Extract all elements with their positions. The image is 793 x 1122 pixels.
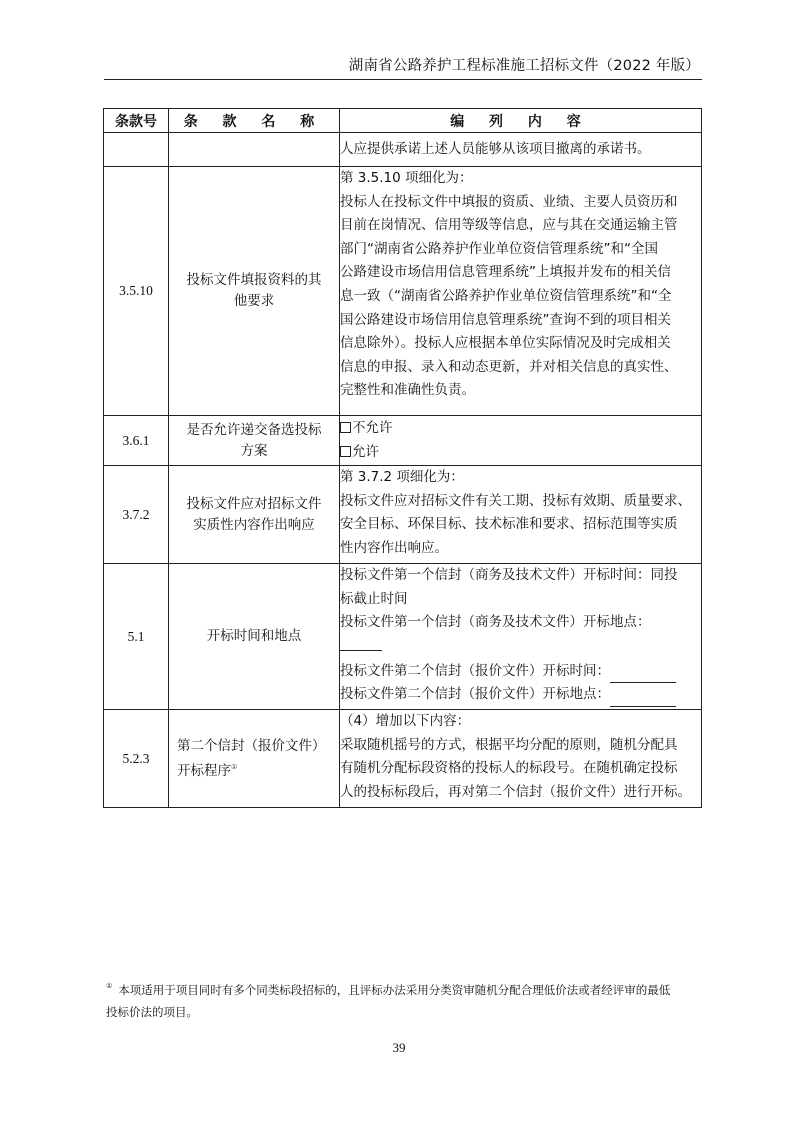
content-line: 部门“湖南省公路养护作业单位资信管理系统”和“全国: [340, 240, 658, 257]
clause-content: [340, 466, 702, 564]
clause-content: [340, 133, 702, 167]
clause-name-line: 开标时间和地点: [206, 628, 302, 645]
footnote-reference[interactable]: ①: [231, 762, 238, 771]
column-header-name: 条 款 名 称: [169, 109, 340, 133]
content-line: 投标文件应对招标文件有关工期、投标有效期、质量要求、: [340, 492, 691, 509]
footnote-line: ① 本项适用于项目同时有多个同类标段招标的，且评标办法采用分类资审随机分配合理低价法或者经评审的最低: [106, 982, 671, 997]
table-row: [104, 416, 702, 466]
content-line: 第 3.5.10 项细化为：: [340, 170, 473, 186]
clause-name: [169, 416, 340, 466]
content-line: 性内容作出响应。: [340, 539, 448, 556]
content-line: 人的投标标段后，再对第二个信封（报价文件）进行开标。: [340, 783, 691, 800]
content-line: 公路建设市场信用信息管理系统”上填报并发布的相关信: [340, 264, 671, 281]
clause-name-line: 开标程序①: [177, 762, 238, 779]
blank-underline[interactable]: [340, 635, 382, 651]
table-row: [104, 466, 702, 564]
clause-table: [103, 108, 702, 808]
column-header-number: 条款号: [104, 109, 169, 133]
checkbox-icon[interactable]: [340, 422, 351, 433]
clause-name: [169, 466, 340, 564]
clause-name-line: 方案: [240, 442, 268, 459]
table-header-row: [104, 109, 702, 133]
table-row: [104, 564, 702, 710]
content-line: 目前在岗情况、信用等级等信息，应与其在交通运输主管: [340, 217, 678, 234]
content-line: 投标文件第一个信封（商务及技术文件）开标时间：同投: [340, 567, 678, 584]
clause-number: 5.1: [104, 564, 169, 710]
clause-name: [169, 710, 340, 808]
clause-name: [169, 133, 340, 167]
content-line: 人应提供承诺上述人员能够从该项目撤离的承诺书。: [340, 140, 651, 157]
option-not-allowed[interactable]: 不允许: [340, 417, 701, 441]
content-line: 完整性和准确性负责。: [340, 382, 475, 399]
clause-number: 3.5.10: [104, 167, 169, 416]
blank-underline[interactable]: [610, 667, 676, 683]
clause-number: 3.6.1: [104, 416, 169, 466]
option-allowed[interactable]: 允许: [340, 441, 701, 465]
blank-field[interactable]: [340, 635, 701, 660]
blank-underline[interactable]: [610, 691, 676, 707]
clause-name-line: 实质性内容作出响应: [193, 516, 315, 533]
clause-content: [340, 167, 702, 416]
clause-name-line: 投标文件应对招标文件: [186, 495, 322, 512]
content-line: 第 3.7.2 项细化为：: [340, 469, 464, 486]
content-line: （4）增加以下内容：: [340, 713, 471, 730]
content-line: 息一致（“湖南省公路养护作业单位资信管理系统”和“全: [340, 287, 672, 304]
clause-name-line: 投标文件填报资料的其: [186, 272, 322, 288]
clause-content: [340, 564, 702, 710]
page-number: 39: [392, 1040, 406, 1055]
clause-number: [104, 133, 169, 167]
footnote: [106, 975, 700, 1023]
content-line: 投标文件第二个信封（报价文件）开标地点：: [340, 683, 701, 707]
content-line: 国公路建设市场信用信息管理系统”查询不到的项目相关: [340, 311, 671, 328]
footnote-mark: ①: [106, 982, 113, 990]
content-line: 信息的申报、录入和动态更新，并对相关信息的真实性、: [340, 358, 678, 375]
clause-name: [169, 167, 340, 416]
content-line: 有随机分配标段资格的投标人的标段号。在随机确定投标: [340, 760, 678, 777]
column-header-content: 编 列 内 容: [340, 109, 702, 133]
clause-name-line: 是否允许递交备选投标: [186, 421, 322, 438]
clause-number: 5.2.3: [104, 710, 169, 808]
footnote-line: 投标价法的项目。: [106, 1005, 198, 1019]
table-row: [104, 167, 702, 416]
table-row: [104, 133, 702, 167]
clause-name: [169, 564, 340, 710]
content-line: 标截止时间: [340, 590, 408, 607]
content-line: 投标文件第二个信封（报价文件）开标时间：: [340, 660, 701, 684]
clause-name-line: 他要求: [233, 293, 275, 309]
clause-content: [340, 710, 702, 808]
clause-number: 3.7.2: [104, 466, 169, 564]
content-line: 投标人在投标文件中填报的资质、业绩、主要人员资历和: [340, 193, 678, 210]
header-divider: [104, 79, 702, 80]
content-line: 信息除外）。投标人应根据本单位实际情况及时完成相关: [340, 335, 671, 352]
clause-name-line: 第二个信封（报价文件）: [177, 737, 326, 754]
content-line: 采取随机摇号的方式，根据平均分配的原则，随机分配具: [340, 736, 678, 753]
content-line: 安全目标、环保目标、技术标准和要求、招标范围等实质: [340, 516, 678, 533]
clause-content: [340, 416, 702, 466]
checkbox-icon[interactable]: [340, 446, 351, 457]
document-header-title: 湖南省公路养护工程标准施工招标文件（2022 年版）: [348, 58, 700, 74]
content-line: 投标文件第一个信封（商务及技术文件）开标地点：: [340, 614, 651, 631]
table-row: [104, 710, 702, 808]
